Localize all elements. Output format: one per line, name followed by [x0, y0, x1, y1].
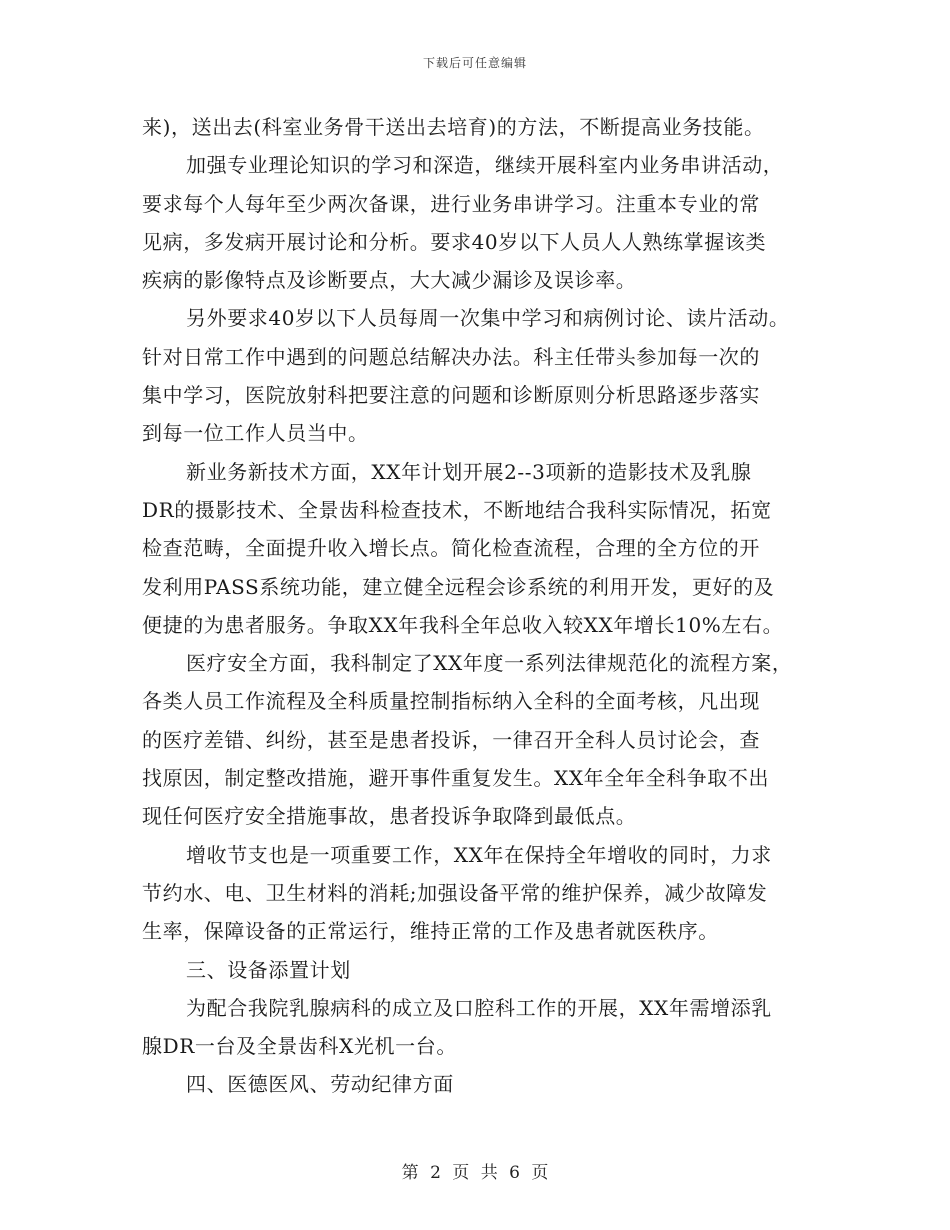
- text-line: 便捷的为患者服务。争取XX年我科全年总收入较XX年增长10%左右。: [142, 612, 784, 637]
- text-line: 新业务新技术方面，XX年计划开展2--3项新的造影技术及乳腺: [186, 459, 752, 484]
- text-line: 医疗安全方面，我科制定了XX年度一系列法律规范化的流程方案，: [186, 651, 793, 676]
- header-note: 下载后可任意编辑: [422, 56, 527, 70]
- text-line: 腺DR一台及全景齿科X光机一台。: [142, 1034, 457, 1059]
- text-line: 各类人员工作流程及全科质量控制指标纳入全科的全面考核，凡出现: [142, 689, 760, 714]
- text-line: 到每一位工作人员当中。: [142, 421, 369, 446]
- text-line: 节约水、电、卫生材料的消耗;加强设备平常的维护保养，减少故障发: [142, 880, 768, 905]
- text-line: 检查范畴，全面提升收入增长点。简化检查流程，合理的全方位的开: [142, 536, 760, 561]
- text-line: 针对日常工作中遇到的问题总结解决办法。科主任带头参加每一次的: [142, 344, 760, 369]
- document-body: [142, 108, 822, 1104]
- page-number: 第 2 页 共 6 页: [401, 1163, 549, 1183]
- text-line: 另外要求40岁以下人员每周一次集中学习和病例讨论、读片活动。: [186, 306, 790, 331]
- text-line: 集中学习，医院放射科把要注意的问题和诊断原则分析思路逐步落实: [142, 383, 760, 408]
- text-line: 生率，保障设备的正常运行，维持正常的工作及患者就医秩序。: [142, 919, 719, 944]
- text-line: 来)，送出去(科室业务骨干送出去培育)的方法，不断提高业务技能。: [142, 115, 765, 139]
- text-line: DR的摄影技术、全景齿科检查技术，不断地结合我科实际情况，拓宽: [142, 497, 772, 522]
- section-heading: 三、设备添置计划: [186, 957, 351, 982]
- text-line: 找原因，制定整改措施，避开事件重复发生。XX年全年全科争取不出: [142, 766, 770, 791]
- section-heading: 四、医德医风、劳动纪律方面: [186, 1072, 454, 1097]
- text-line: 为配合我院乳腺病科的成立及口腔科工作的开展，XX年需增添乳: [186, 995, 772, 1020]
- text-line: 要求每个人每年至少两次备课，进行业务串讲学习。注重本专业的常: [142, 191, 760, 216]
- text-line: 加强专业理论知识的学习和深造，继续开展科室内业务串讲活动，: [186, 153, 784, 178]
- text-line: 的医疗差错、纠纷，甚至是患者投诉，一律召开全科人员讨论会，查: [142, 727, 760, 752]
- text-line: 疾病的影像特点及诊断要点，大大减少漏诊及误诊率。: [142, 268, 637, 293]
- text-line: 发利用PASS系统功能，建立健全远程会诊系统的利用开发，更好的及: [142, 574, 775, 599]
- text-line: 增收节支也是一项重要工作，XX年在保持全年增收的同时，力求: [186, 842, 772, 867]
- text-line: 见病，多发病开展讨论和分析。要求40岁以下人员人人熟练掌握该类: [142, 229, 767, 254]
- text-line: 现任何医疗安全措施事故，患者投诉争取降到最低点。: [142, 804, 637, 829]
